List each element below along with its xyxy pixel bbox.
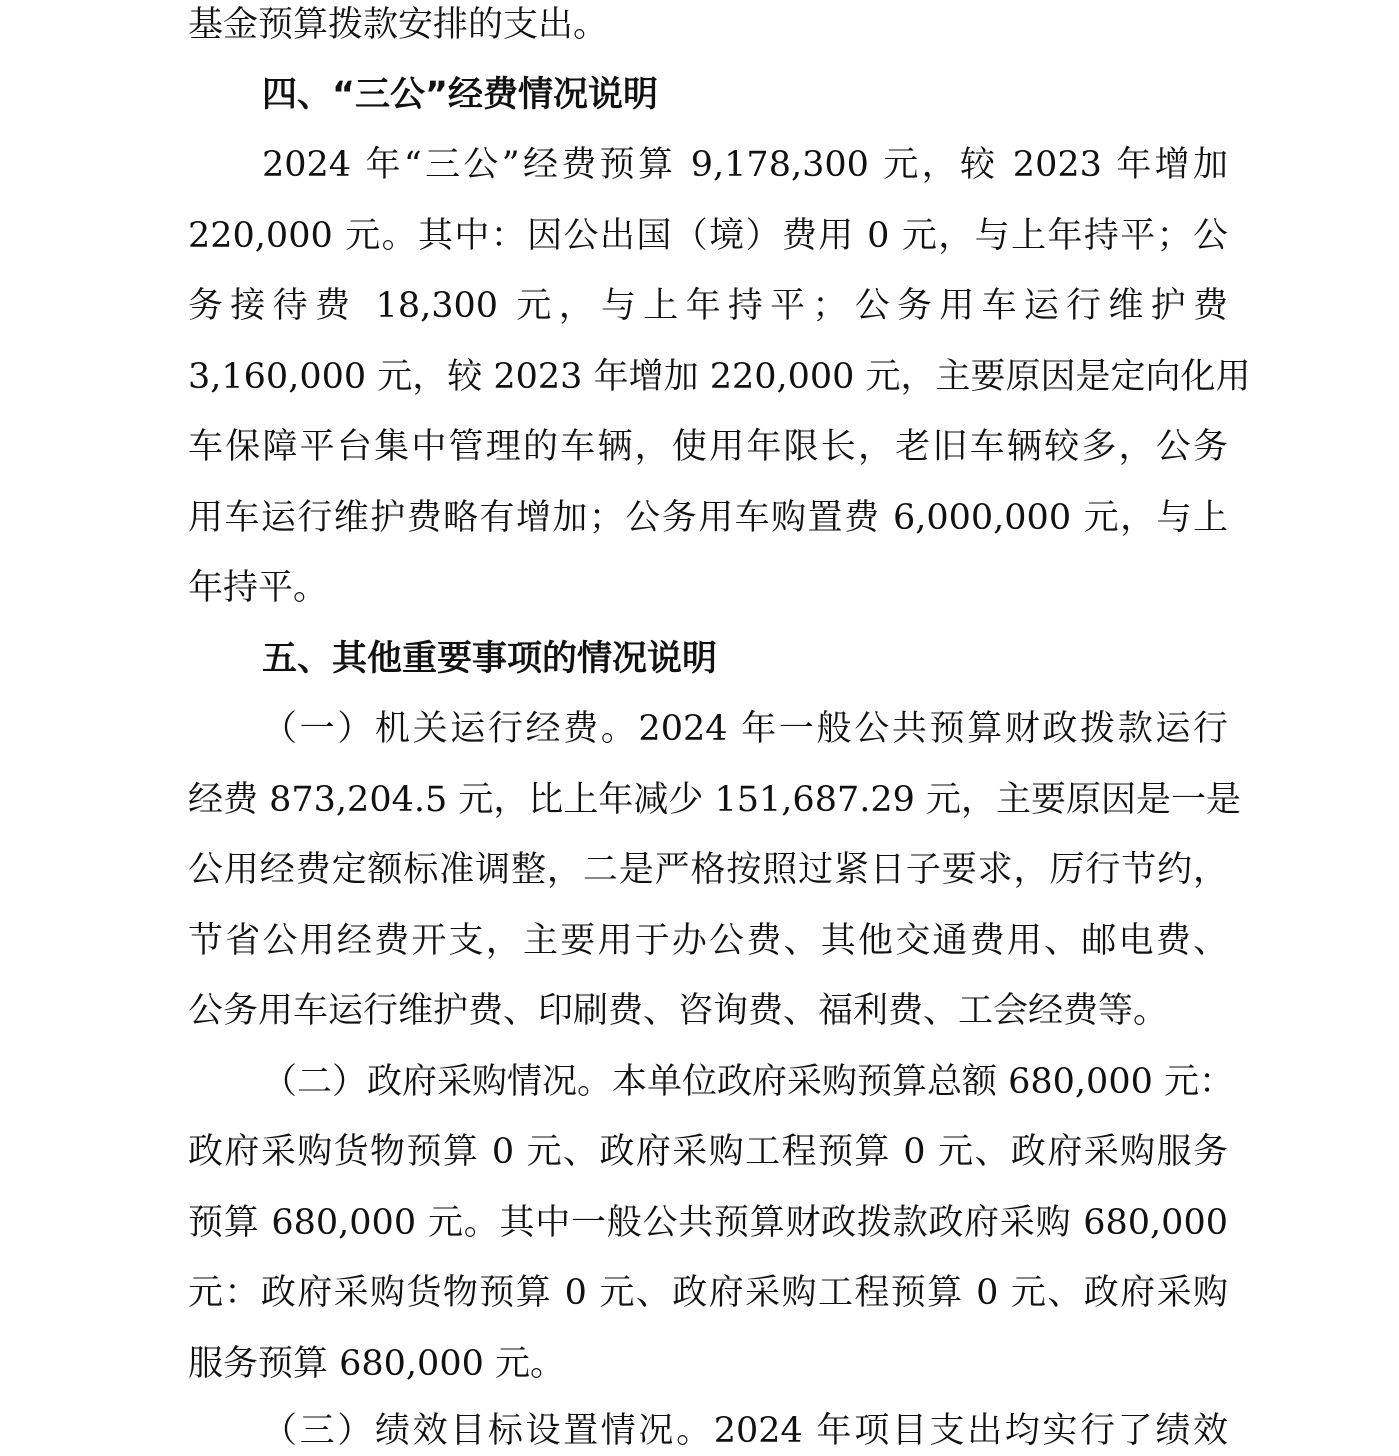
paragraph-line: 车保障平台集中管理的车辆，使用年限长，老旧车辆较多，公务 xyxy=(188,427,1228,467)
paragraph-line: 元：政府采购货物预算 0 元、政府采购工程预算 0 元、政府采购 xyxy=(188,1273,1228,1313)
paragraph-line: 经费 873,204.5 元，比上年减少 151,687.29 元，主要原因是一是 xyxy=(188,780,1242,820)
paragraph-line: （一）机关运行经费。2024 年一般公共预算财政拨款运行 xyxy=(262,709,1228,749)
paragraph-line: 公用经费定额标准调整，二是严格按照过紧日子要求，厉行节约， xyxy=(188,850,1228,890)
paragraph-line: 年持平。 xyxy=(188,568,329,608)
paragraph-line: （三）绩效目标设置情况。2024 年项目支出均实行了绩效 xyxy=(262,1411,1228,1451)
section-heading-5: 五、其他重要事项的情况说明 xyxy=(262,639,718,679)
paragraph-line: 公务用车运行维护费、印刷费、咨询费、福利费、工会经费等。 xyxy=(188,991,1169,1031)
paragraph-line: 服务预算 680,000 元。 xyxy=(188,1344,565,1384)
paragraph-line: 220,000 元。其中：因公出国（境）费用 0 元，与上年持平；公 xyxy=(188,216,1228,256)
paragraph-line: 基金预算拨款安排的支出。 xyxy=(188,5,609,45)
paragraph-line: 政府采购货物预算 0 元、政府采购工程预算 0 元、政府采购服务 xyxy=(188,1132,1228,1172)
paragraph-line: 用车运行维护费略有增加；公务用车购置费 6,000,000 元，与上 xyxy=(188,498,1228,538)
section-heading-4: 四、“三公”经费情况说明 xyxy=(262,75,659,115)
paragraph-line: 节省公用经费开支，主要用于办公费、其他交通费用、邮电费、 xyxy=(188,921,1228,961)
paragraph-line: （二）政府采购情况。本单位政府采购预算总额 680,000 元： xyxy=(262,1062,1234,1102)
paragraph-line: 务接待费 18,300 元，与上年持平；公务用车运行维护费 xyxy=(188,286,1228,326)
paragraph-line: 3,160,000 元，较 2023 年增加 220,000 元，主要原因是定向化用 xyxy=(188,357,1251,397)
paragraph-line: 2024 年“三公”经费预算 9,178,300 元，较 2023 年增加 xyxy=(262,145,1228,185)
paragraph-line: 预算 680,000 元。其中一般公共预算财政拨款政府采购 680,000 xyxy=(188,1203,1228,1243)
